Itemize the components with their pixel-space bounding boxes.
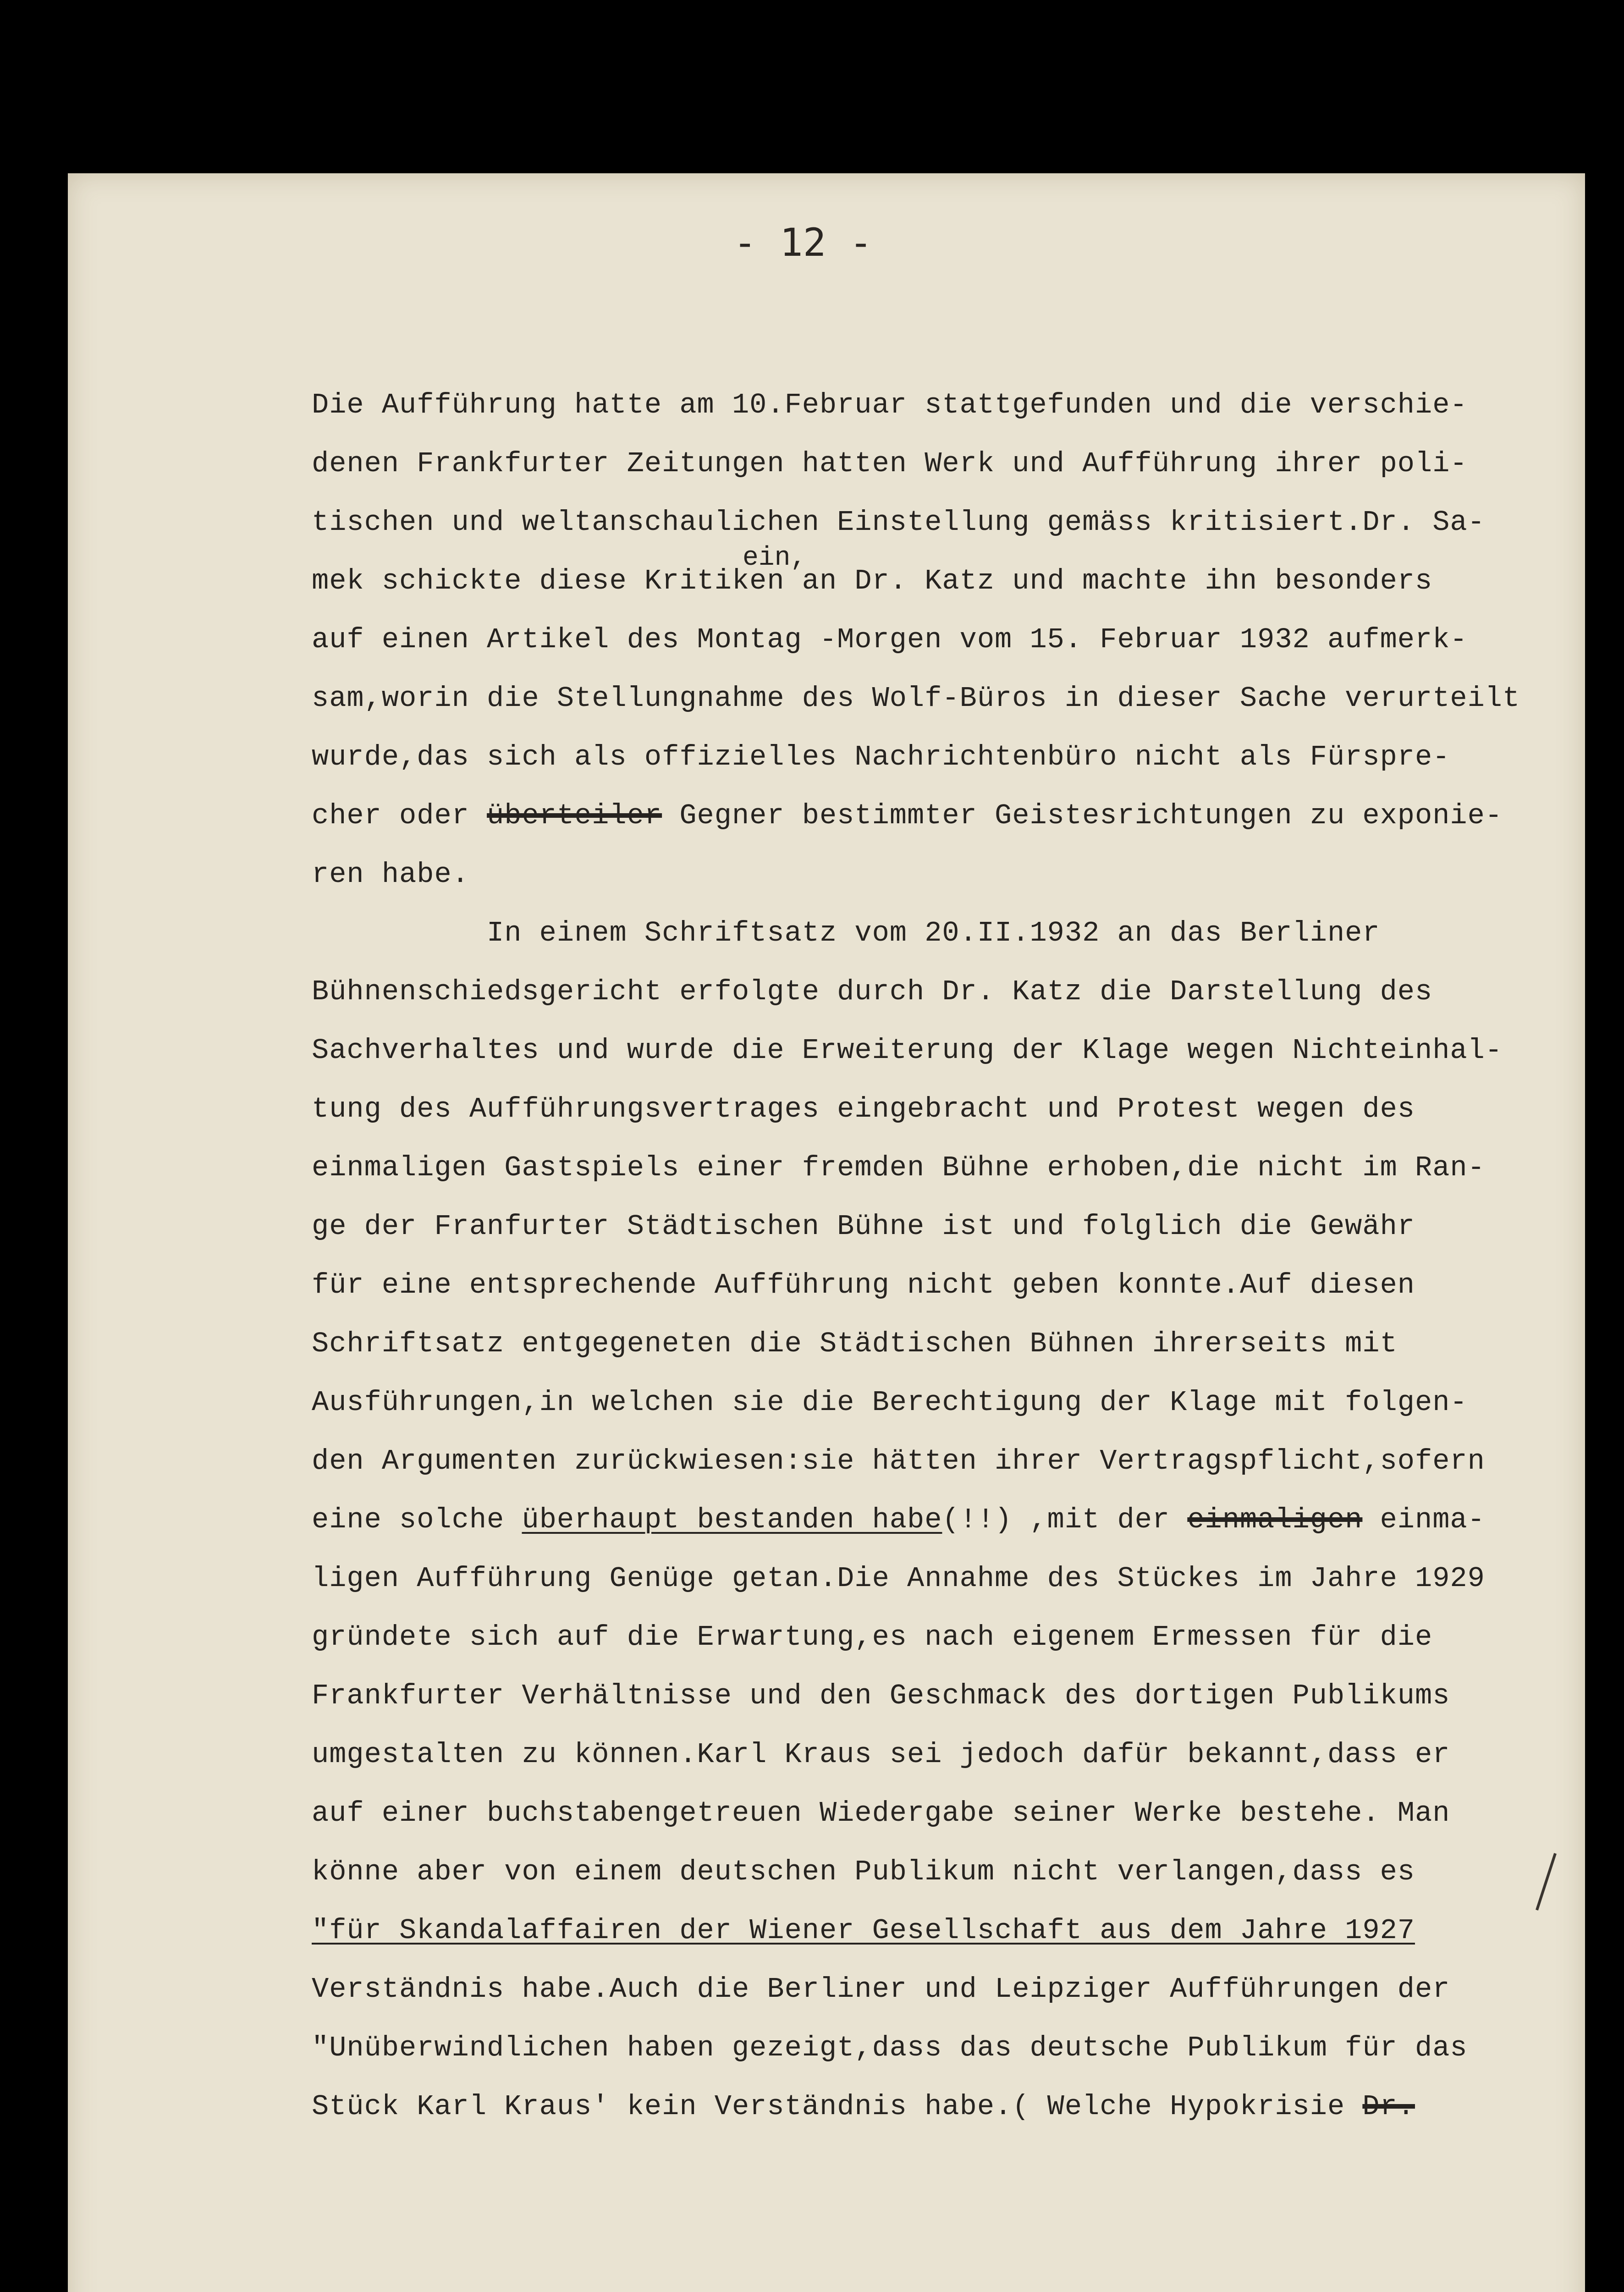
text-line: umgestalten zu können.Karl Kraus sei jedoch dafür bekannt,dass er bbox=[312, 1738, 1450, 1771]
struck-word: überteiler bbox=[487, 799, 662, 832]
text-line: Ausführungen,in welchen sie die Berechtigung der Klage mit folgen- bbox=[312, 1386, 1468, 1419]
text-segment: eine solche bbox=[312, 1504, 522, 1536]
text-line: tischen und weltanschaulichen Einstellung gemäss kritisiert.Dr. Sa- bbox=[312, 506, 1485, 539]
text-line: auf einen Artikel des Montag -Morgen vom 15. Februar 1932 aufmerk- bbox=[312, 623, 1468, 656]
text-line: wurde,das sich als offizielles Nachrichtenbüro nicht als Fürspre- bbox=[312, 741, 1450, 773]
text-line: "Unüberwindlichen haben gezeigt,dass das deutsche Publikum für das bbox=[312, 2032, 1468, 2064]
text-line: Schriftsatz entgegeneten die Städtischen Bühnen ihrerseits mit bbox=[312, 1328, 1398, 1360]
text-segment: cher oder bbox=[312, 799, 487, 832]
underlined-quote-line: "für Skandalaffairen der Wiener Gesellschaft aus dem Jahre 1927 bbox=[312, 1914, 1415, 1947]
text-segment: Stück Karl Kraus' kein Verständnis habe.( Welche Hypokrisie bbox=[312, 2090, 1363, 2123]
text-line: Sachverhaltes und wurde die Erweiterung der Klage wegen Nichteinhal- bbox=[312, 1034, 1503, 1067]
underlined-phrase: überhaupt bestanden habe bbox=[522, 1504, 942, 1536]
text-line: ren habe. bbox=[312, 858, 469, 891]
page-number: - 12 - bbox=[733, 220, 873, 265]
text-line: mek schickte diese Kritiken an Dr. Katz und machte ihn besonders bbox=[312, 565, 1433, 597]
text-segment: Gegner bestimmter Geistesrichtungen zu exponie- bbox=[662, 799, 1503, 832]
text-line: tung des Aufführungsvertrages eingebracht und Protest wegen des bbox=[312, 1093, 1415, 1125]
text-line: Verständnis habe.Auch die Berliner und Leipziger Aufführungen der bbox=[312, 1973, 1450, 2006]
paragraph-start-line: In einem Schriftsatz vom 20.II.1932 an das Berliner bbox=[312, 917, 1380, 949]
text-line: den Argumenten zurückwiesen:sie hätten ihrer Vertragspflicht,sofern bbox=[312, 1445, 1485, 1477]
handwritten-insertion: ein, bbox=[743, 543, 807, 573]
text-line: für eine entsprechende Aufführung nicht geben konnte.Auf diesen bbox=[312, 1269, 1415, 1301]
text-line: könne aber von einem deutschen Publikum nicht verlangen,dass es bbox=[312, 1856, 1415, 1888]
struck-word: Dr. bbox=[1362, 2090, 1415, 2123]
text-line: einmaligen Gastspiels einer fremden Bühne erhoben,die nicht im Ran- bbox=[312, 1152, 1485, 1184]
text-line: auf einer buchstabengetreuen Wiedergabe seiner Werke bestehe. Man bbox=[312, 1797, 1450, 1829]
text-line bbox=[312, 1491, 1595, 1549]
text-line bbox=[312, 2077, 1595, 2136]
text-line: Bühnenschiedsgericht erfolgte durch Dr. Katz die Darstellung des bbox=[312, 975, 1433, 1008]
text-segment: einma- bbox=[1362, 1504, 1485, 1536]
text-line: ge der Franfurter Städtischen Bühne ist und folglich die Gewähr bbox=[312, 1210, 1415, 1243]
struck-word: einmaligen bbox=[1187, 1504, 1363, 1536]
typed-text-body bbox=[312, 376, 1595, 2136]
text-line: gründete sich auf die Erwartung,es nach eigenem Ermessen für die bbox=[312, 1621, 1433, 1653]
text-line: sam,worin die Stellungnahme des Wolf-Büros in dieser Sache verurteilt bbox=[312, 682, 1520, 715]
text-segment: (!!) ,mit der bbox=[942, 1504, 1188, 1536]
text-line: ligen Aufführung Genüge getan.Die Annahme des Stückes im Jahre 1929 bbox=[312, 1562, 1485, 1595]
text-line: denen Frankfurter Zeitungen hatten Werk und Aufführung ihrer poli- bbox=[312, 447, 1468, 480]
text-line: Frankfurter Verhältnisse und den Geschmack des dortigen Publikums bbox=[312, 1680, 1450, 1712]
text-line bbox=[312, 787, 1595, 845]
text-line: Die Aufführung hatte am 10.Februar stattgefunden und die verschie- bbox=[312, 389, 1468, 421]
